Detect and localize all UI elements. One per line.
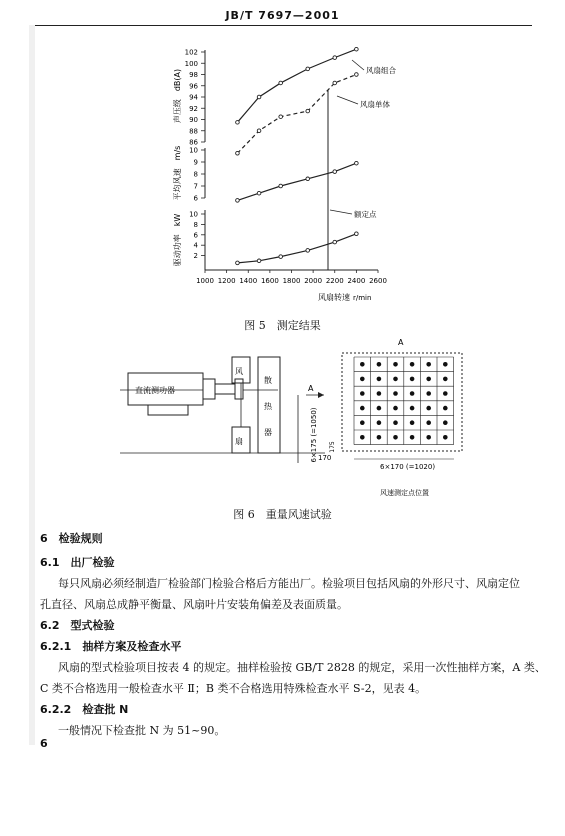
x-tick-label: 1200 — [217, 277, 236, 285]
arrow-a-head — [318, 392, 324, 398]
s61-para-1: 每只风扇必须经制造厂检验部门检验合格后方能出厂。检验项目包括风扇的外形尺寸、风扇定位 — [58, 577, 520, 590]
data-point — [236, 261, 240, 265]
data-point — [306, 177, 310, 181]
y-tick-label: 6 — [193, 194, 198, 203]
fan-bottom-label: 扇 — [235, 437, 243, 446]
dim-vertical: 6×175 (=1050) — [310, 407, 318, 463]
s61-para-2: 孔直径、风扇总成静平衡量、风扇叶片安装角偏差及表面质量。 — [40, 598, 348, 611]
data-point — [257, 95, 261, 99]
measure-point — [377, 377, 382, 382]
coupling-1 — [203, 379, 215, 399]
page-header: JB/T 7697—2001 — [225, 9, 340, 22]
s621-para-1: 风扇的型式检验项目按表 4 的规定。抽样检验按 GB/T 2828 的规定，采用一次性抽样方案，A 类、 — [58, 661, 546, 674]
measure-point — [393, 406, 398, 411]
data-point — [236, 151, 240, 155]
data-point — [257, 129, 261, 133]
figure6-caption: 图 6 重量风速试验 — [233, 508, 332, 521]
combo-leader — [352, 60, 364, 70]
measure-point — [360, 406, 365, 411]
measure-point — [393, 435, 398, 440]
x-tick-label: 2200 — [325, 277, 344, 285]
measure-point — [410, 420, 415, 425]
measure-point — [393, 377, 398, 382]
grid-a-label: A — [398, 338, 404, 347]
motor-label: 直流测功器 — [135, 386, 175, 395]
radiator-label-2: 热 — [264, 402, 272, 411]
y-tick-label: 96 — [189, 82, 198, 91]
measure-point — [360, 377, 365, 382]
measure-point — [393, 391, 398, 396]
y-tick-label: 102 — [184, 48, 198, 57]
data-point — [333, 81, 337, 85]
header-rule — [35, 25, 532, 26]
data-point — [333, 170, 337, 174]
y-tick-label: 98 — [189, 71, 198, 79]
measure-point — [360, 391, 365, 396]
x-tick-label: 2000 — [304, 277, 323, 285]
measure-point — [426, 406, 431, 411]
radiator-label-1: 散 — [264, 376, 272, 385]
measure-point — [443, 391, 448, 396]
radiator-label-3: 器 — [264, 428, 272, 437]
y-tick-label: 86 — [189, 138, 198, 147]
y-tick-label: 10 — [189, 210, 198, 219]
series-line — [237, 234, 356, 263]
y-tick-label: 90 — [189, 116, 198, 124]
x-tick-label: 1000 — [196, 277, 214, 285]
y-tick-label: 8 — [193, 170, 198, 179]
y-tick-label: 9 — [193, 158, 198, 167]
data-point — [333, 240, 337, 244]
series-line — [237, 163, 356, 200]
measure-point — [443, 377, 448, 382]
arrow-a-label: A — [308, 384, 314, 393]
s62-title: 6.2 型式检验 — [40, 619, 115, 632]
y-tick-label: 6 — [193, 231, 198, 240]
measure-point — [360, 435, 365, 440]
dim-horizontal: 6×170 (=1020) — [380, 463, 436, 471]
measure-point — [426, 377, 431, 382]
measure-point — [377, 406, 382, 411]
data-point — [279, 255, 283, 259]
data-point — [306, 249, 310, 253]
label-single: 风扇单体 — [360, 100, 390, 109]
data-point — [355, 232, 359, 236]
measure-point — [410, 377, 415, 382]
measure-point — [410, 391, 415, 396]
y-tick-label: 88 — [189, 127, 198, 136]
measure-point — [426, 391, 431, 396]
coupling-2 — [215, 384, 235, 394]
data-point — [279, 81, 283, 85]
x-tick-label: 1800 — [282, 277, 301, 285]
y-tick-label: 92 — [189, 104, 198, 113]
measure-point — [410, 362, 415, 367]
measure-point — [426, 420, 431, 425]
s61-title: 6.1 出厂检验 — [40, 556, 115, 569]
x-tick-label: 1600 — [260, 277, 279, 285]
page-number: 6 — [40, 737, 48, 750]
figure5-caption: 图 5 测定结果 — [244, 319, 321, 332]
motor-base — [148, 405, 188, 415]
measure-point — [443, 362, 448, 367]
s621-para-2: C 类不合格选用一般检查水平 Ⅱ；B 类不合格选用特殊检查水平 S-2，见表 4。 — [40, 682, 427, 695]
rated-leader — [330, 210, 352, 214]
measure-point — [377, 420, 382, 425]
measure-point — [426, 362, 431, 367]
data-point — [355, 161, 359, 165]
measure-point — [443, 406, 448, 411]
figure5-chart — [140, 38, 440, 308]
y-tick-label: 100 — [184, 59, 198, 68]
noise-y-label: 声压级 dB(A) — [173, 68, 182, 124]
data-point — [279, 115, 283, 119]
coupling-3 — [235, 379, 243, 399]
data-point — [355, 73, 359, 77]
s622-title: 6.2.2 检查批 N — [40, 703, 129, 716]
series-line — [237, 49, 356, 122]
scan-margin-shade — [29, 25, 35, 745]
y-tick-label: 8 — [193, 220, 198, 229]
data-point — [306, 109, 310, 113]
measure-point — [393, 362, 398, 367]
y-tick-label: 7 — [193, 182, 198, 191]
power-y-label: 驱动功率 kW — [173, 213, 182, 267]
y-tick-label: 10 — [189, 146, 198, 155]
measure-point — [360, 362, 365, 367]
data-point — [279, 184, 283, 188]
y-tick-label: 4 — [193, 241, 198, 250]
s621-title: 6.2.1 抽样方案及检查水平 — [40, 640, 182, 653]
s622-para-1: 一般情况下检查批 N 为 51~90。 — [58, 724, 226, 737]
data-point — [257, 191, 261, 195]
measure-point — [377, 362, 382, 367]
measure-point — [410, 435, 415, 440]
measure-point — [426, 435, 431, 440]
measure-point — [360, 420, 365, 425]
section6-title: 6 检验规则 — [40, 532, 103, 545]
measure-point — [377, 435, 382, 440]
data-point — [306, 67, 310, 71]
dim-175: 175 — [329, 441, 336, 453]
series-line — [237, 75, 356, 154]
y-tick-label: 2 — [193, 252, 198, 261]
dim-170: 170 — [318, 454, 332, 462]
figure6-diagram — [110, 335, 480, 503]
speed-y-label: 平均风速 m/s — [173, 145, 182, 201]
grid-caption: 风速测定点位置 — [380, 489, 429, 497]
measure-point — [410, 406, 415, 411]
x-tick-label: 2400 — [347, 277, 366, 285]
measure-point — [443, 435, 448, 440]
measure-point — [377, 391, 382, 396]
data-point — [333, 56, 337, 60]
data-point — [355, 47, 359, 51]
measure-point — [443, 420, 448, 425]
data-point — [257, 259, 261, 263]
x-label: 风扇转速 — [318, 293, 350, 302]
data-point — [236, 199, 240, 203]
x-tick-label: 1400 — [239, 277, 258, 285]
x-unit: r/min — [353, 294, 372, 302]
single-leader — [337, 96, 358, 104]
measure-point — [393, 420, 398, 425]
data-point — [236, 121, 240, 125]
y-tick-label: 94 — [189, 93, 198, 102]
fan-top-label: 风 — [235, 367, 243, 376]
label-combo: 风扇组合 — [366, 66, 396, 75]
label-rated: 额定点 — [354, 210, 377, 219]
x-tick-label: 2600 — [369, 277, 387, 285]
